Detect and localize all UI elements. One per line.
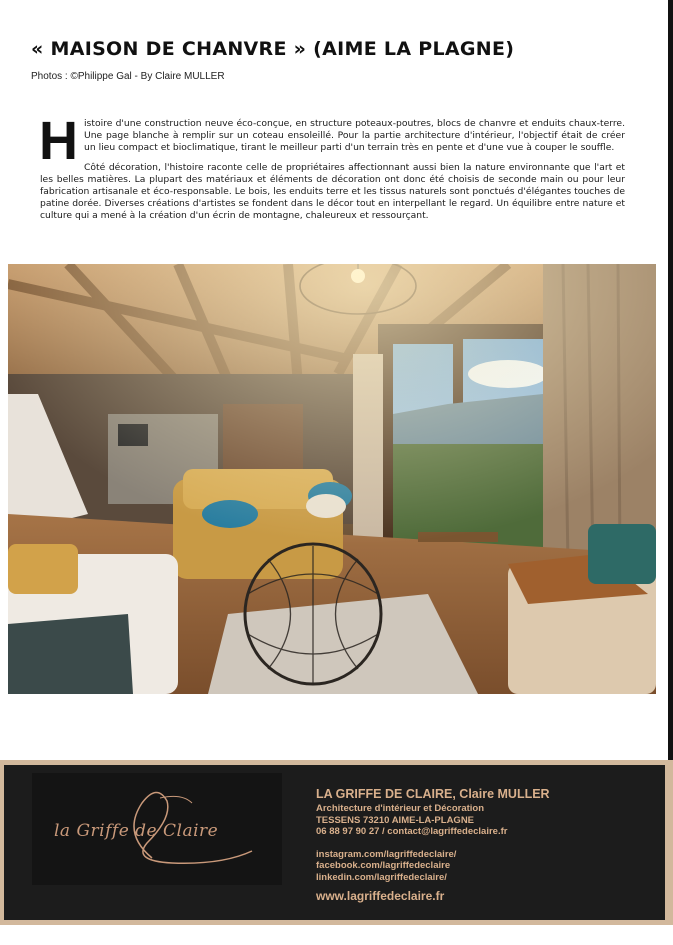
linkedin-link[interactable]: linkedin.com/lagriffedeclaire/ <box>316 871 447 883</box>
contact-block <box>316 787 550 903</box>
instagram-link[interactable]: instagram.com/lagriffedeclaire/ <box>316 848 457 860</box>
article-paragraph-1 <box>39 111 625 171</box>
article-body <box>39 111 625 230</box>
address-line: TESSENS 73210 AIME-LA-PLAGNE <box>316 814 475 826</box>
article-title: « MAISON DE CHANVRE » (AIME LA PLAGNE) <box>31 38 515 60</box>
website-link[interactable]: www.lagriffedeclaire.fr <box>316 889 445 903</box>
interior-photo <box>8 264 656 694</box>
drop-cap: H <box>39 111 78 171</box>
photo-credits: Photos : ©Philippe Gal - By Claire MULLER <box>31 71 225 82</box>
article-paragraph-2: Côté décoration, l'histoire raconte celle de propriétaires affectionnant aussi bien la nature environnante que l'art et les belles matières. La plupart des matériaux et éléments de décoration ont donc été choisis de seconde main ou pour leur fabrication artisanale et éco-responsable. Le bois, les enduits terre et les tissus naturels sont ponctués d'élégantes touches de patine dorée. Diverses créations d'artistes se fondent dans le décor tout en interpellant le regard. Un équilibre entre nature et culture qui a mené à la création d'un écrin de montagne, chaleureux et ressourçant. <box>40 161 625 222</box>
living-room-illustration <box>8 264 656 694</box>
paragraph-1-text: istoire d'une construction neuve éco-conçue, en structure poteaux-poutres, blocs de chanvre et enduits chaux-terre. Une page blanche à remplir sur un coteau ensoleillé. Pour la partie architecture d'intérieur, l'objectif était de créer un lieu compact et bioclimatique, tirant le meilleur parti d'un terrain très en pente et d'une vue à couper le souffle. <box>84 118 625 154</box>
brand-logo <box>32 773 282 885</box>
footer-frame <box>0 760 673 925</box>
facebook-link[interactable]: facebook.com/lagriffedeclaire <box>316 860 451 871</box>
logo-wordmark: la Griffe de Claire <box>54 821 219 841</box>
phone-email-line[interactable]: 06 88 97 90 27 / contact@lagriffedeclaire.fr <box>316 826 508 837</box>
page-edge-border <box>668 0 673 760</box>
footer-panel <box>4 765 665 920</box>
service-line: Architecture d'intérieur et Décoration <box>316 803 485 814</box>
company-name: LA GRIFFE DE CLAIRE, Claire MULLER <box>316 787 550 801</box>
